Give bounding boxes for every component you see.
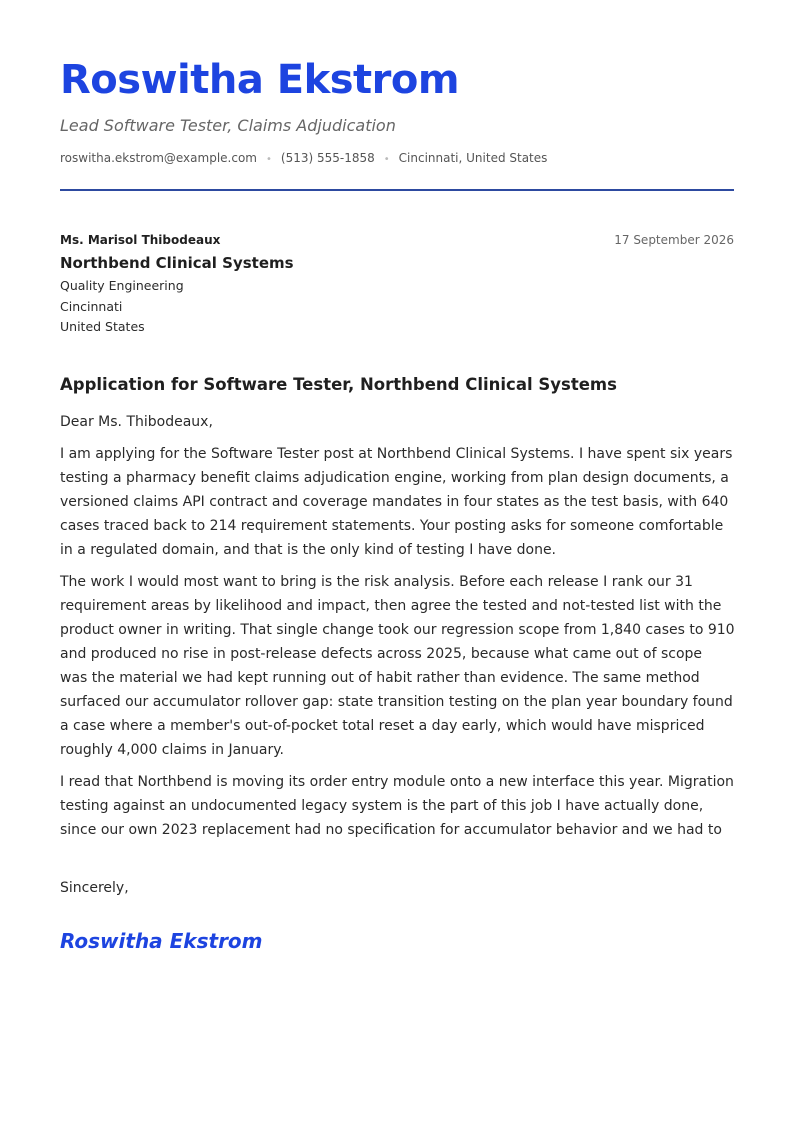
contact-phone: (513) 555-1858 [280, 151, 375, 165]
contact-location: Cincinnati, United States [398, 151, 548, 165]
paragraph-line: cases traced back to 214 requirement statements. Your posting asks for someone comfortable [60, 517, 724, 534]
paragraph-line: I read that Northbend is moving its order entry module onto a new interface this year. Migration [60, 773, 734, 790]
body-paragraph-3 [60, 770, 734, 842]
paragraph-line: The work I would most want to bring is the risk analysis. Before each release I rank our 31 [60, 573, 693, 590]
paragraph-line: since our own 2023 replacement had no specification for accumulator behavior and we had to [60, 821, 722, 838]
paragraph-line: a case where a member's out-of-pocket total reset a day early, which would have mispriced [60, 717, 705, 734]
paragraph-line: roughly 4,000 claims in January. [60, 741, 284, 758]
recipient-country: United States [60, 319, 145, 334]
recipient-city: Cincinnati [60, 298, 123, 314]
letter-header [60, 56, 734, 191]
paragraph-line: testing a pharmacy benefit claims adjudication engine, working from plan design documents, a [60, 469, 729, 486]
applicant-name: Roswitha Ekstrom [60, 57, 460, 103]
paragraph-line: was the material we had kept running out of habit rather than evidence. The same method [60, 669, 700, 686]
body-paragraph-2 [60, 570, 734, 762]
letter-body [60, 373, 734, 955]
paragraph-line: product owner in writing. That single change took our regression scope from 1,840 cases to 910 [60, 621, 735, 638]
contact-separator: • [383, 154, 390, 165]
paragraph-line: surfaced our accumulator rollover gap: state transition testing on the plan year boundary found [60, 693, 733, 710]
body-paragraph-1 [60, 442, 734, 562]
paragraph-line: versioned claims API contract and coverage mandates in four states as the test basis, with 640 [60, 493, 729, 510]
recipient-block [60, 232, 734, 338]
paragraph-line: in a regulated domain, and that is the only kind of testing I have done. [60, 541, 557, 558]
salutation: Dear Ms. Thibodeaux, [60, 413, 213, 430]
letter-date: 17 September 2026 [614, 233, 734, 247]
letter-subject: Application for Software Tester, Northbend Clinical Systems [60, 374, 617, 394]
signature: Roswitha Ekstrom [60, 928, 263, 953]
closing: Sincerely, [60, 879, 129, 896]
recipient-company: Northbend Clinical Systems [60, 254, 294, 272]
paragraph-line: I am applying for the Software Tester post at Northbend Clinical Systems. I have spent six years [60, 445, 733, 462]
paragraph-line: testing against an undocumented legacy system is the part of this job I have actually done, [60, 797, 704, 814]
recipient-name: Ms. Marisol Thibodeaux [60, 233, 221, 247]
contact-email: roswitha.ekstrom@example.com [60, 151, 257, 165]
header-divider [60, 189, 734, 191]
contact-line [60, 150, 734, 168]
applicant-title: Lead Software Tester, Claims Adjudication [60, 116, 396, 135]
recipient-department: Quality Engineering [60, 278, 184, 293]
paragraph-line: and produced no rise in post-release defects across 2025, because what came out of scope [60, 645, 703, 662]
paragraph-line: requirement areas by likelihood and impact, then agree the tested and not-tested list with the [60, 597, 722, 614]
contact-separator: • [265, 154, 272, 165]
